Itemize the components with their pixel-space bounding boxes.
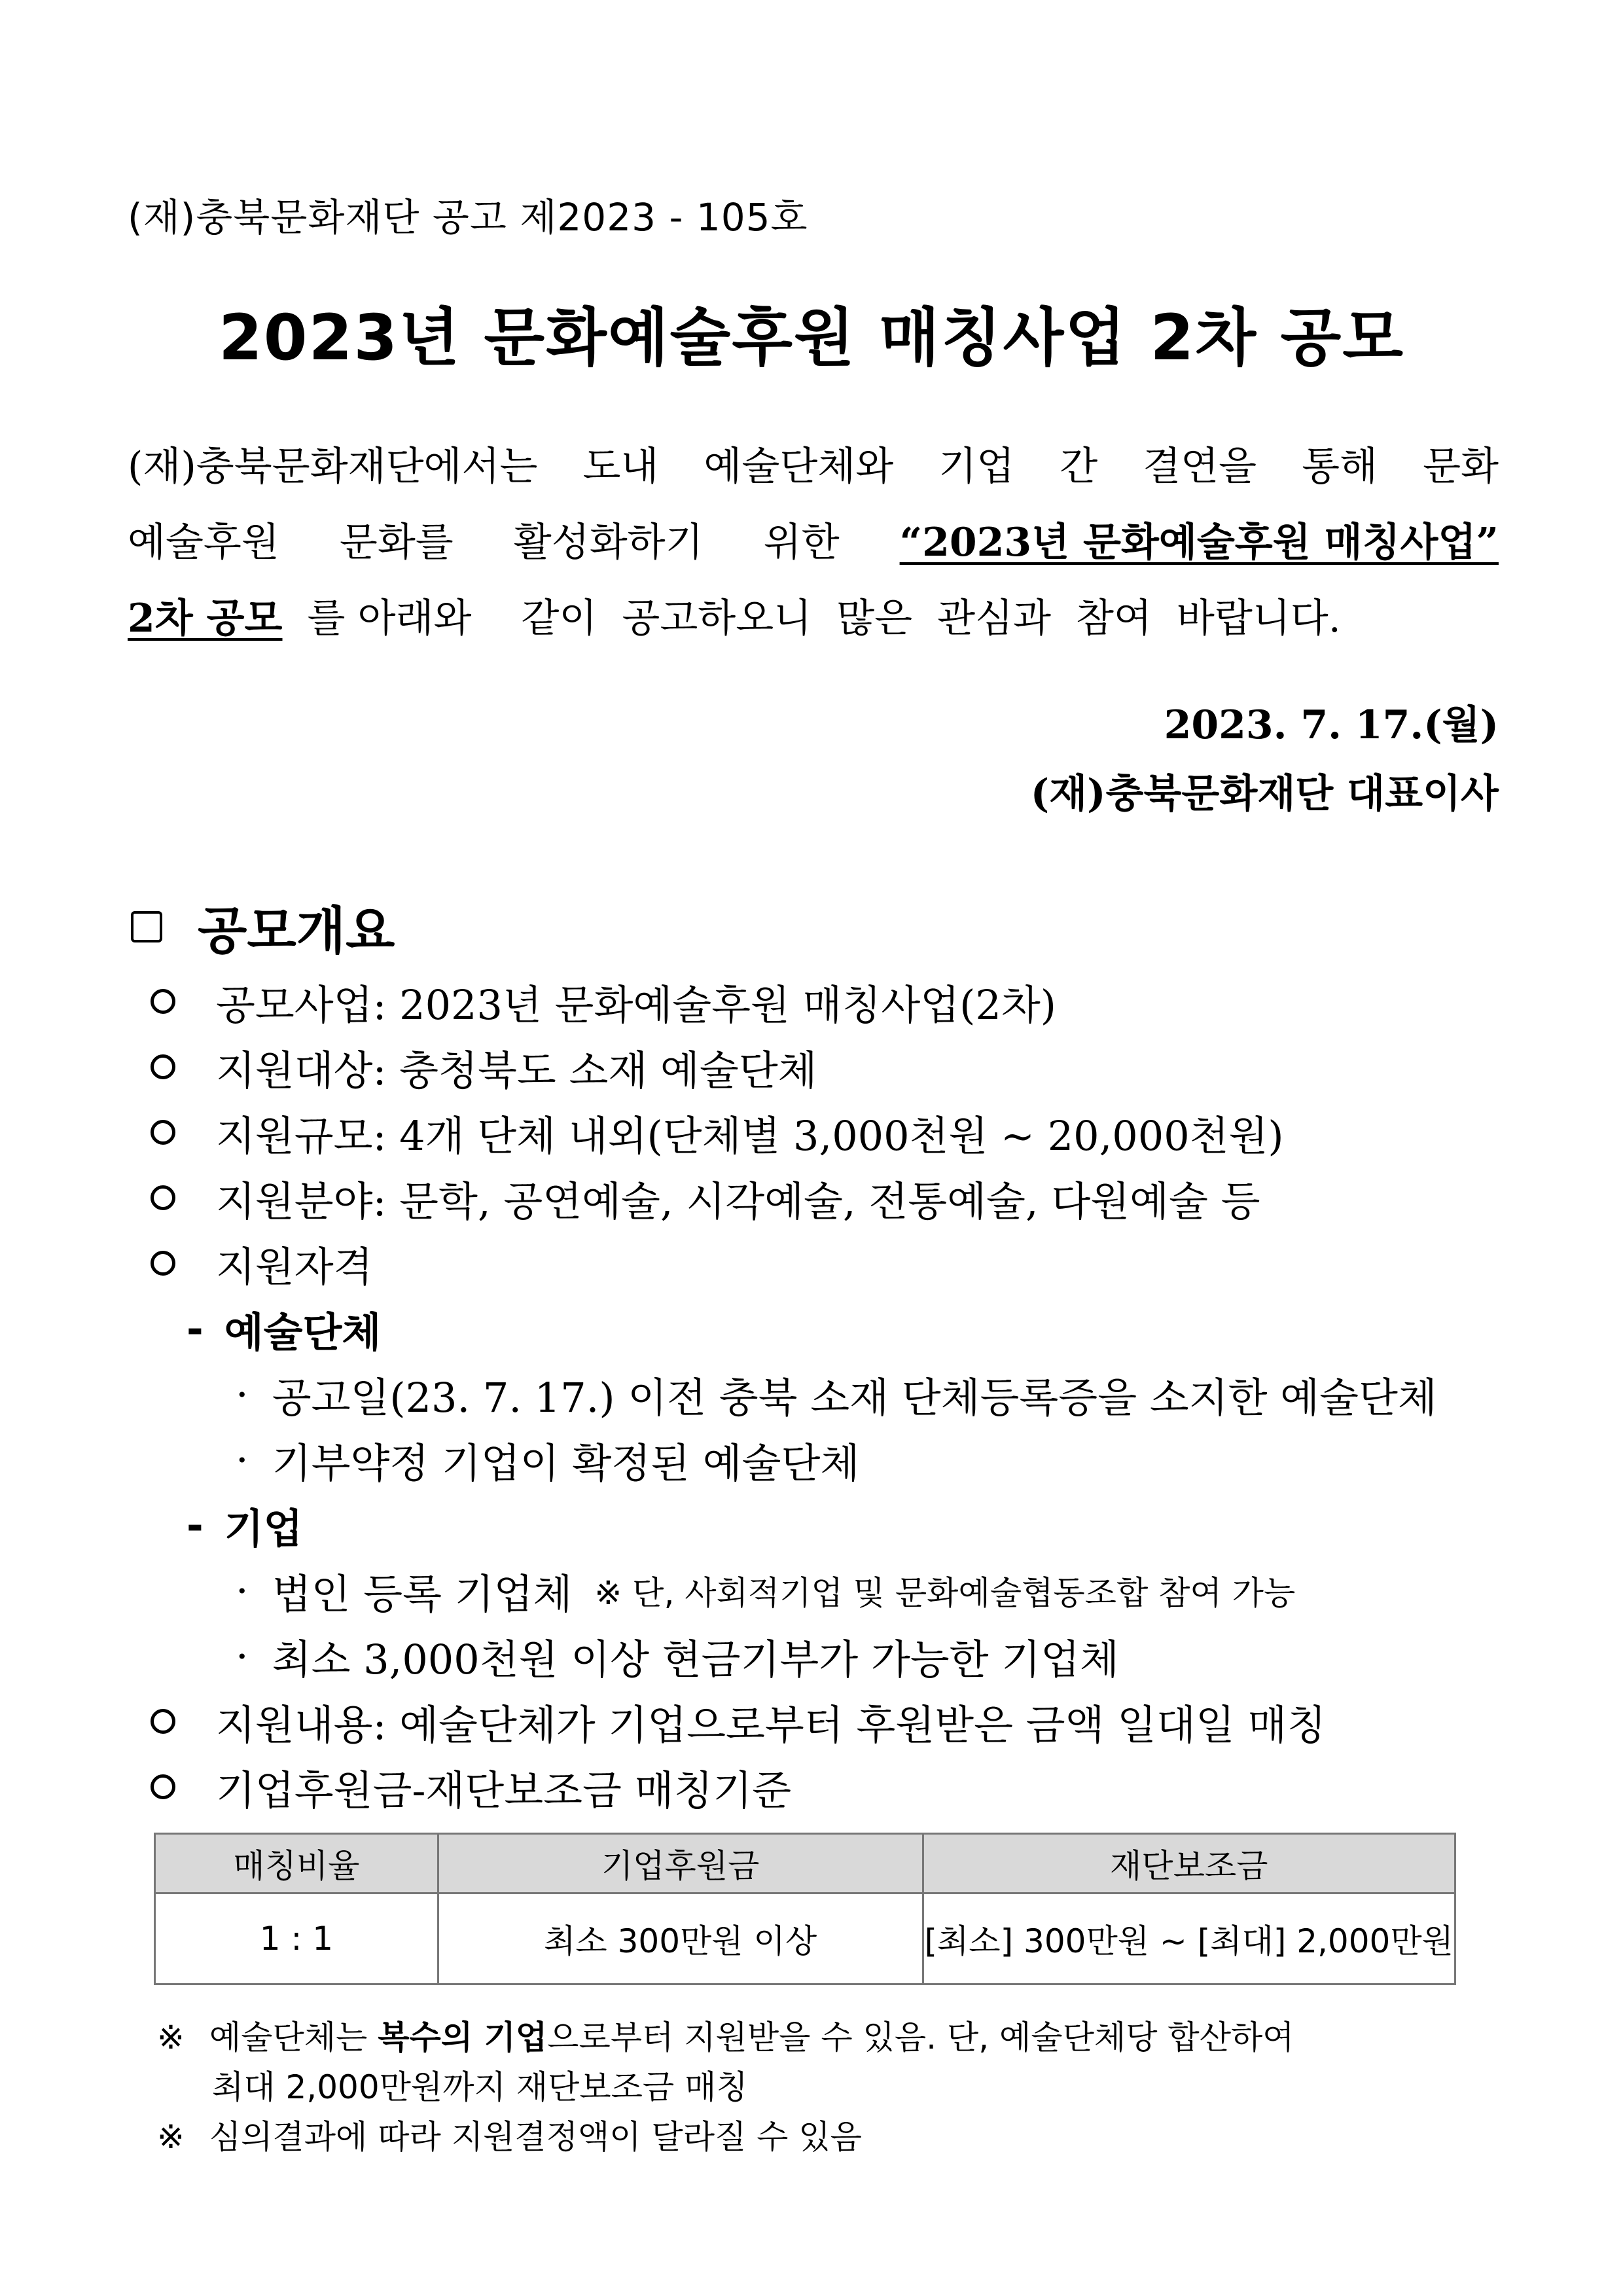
footnote-1 [157, 2013, 1294, 2062]
intro-line-2 [128, 505, 1499, 581]
footnote-1-pre: 예술단체는 [209, 2018, 378, 2056]
intro-word: 결연을 [1143, 444, 1257, 490]
company-label: 기업 [224, 1504, 303, 1552]
item-target: 지원대상: 충청북도 소재 예술단체 [216, 1046, 817, 1094]
section-heading [131, 890, 395, 963]
intro-word: 통해 [1302, 444, 1378, 490]
column-header: 재단보조금 [923, 1834, 1455, 1893]
column-header: 기업후원금 [438, 1834, 923, 1893]
circle-bullet-icon [151, 989, 175, 1014]
intro-line-3 [128, 581, 1499, 656]
footnote-1-bold: 복수의 기업 [378, 2018, 548, 2056]
circle-bullet-icon [151, 1185, 175, 1210]
intro-word: 도내 [582, 444, 659, 490]
intro-word: 활성화하기 [513, 520, 704, 565]
intro-word: 많은 [836, 596, 913, 641]
middle-dot-icon: · [236, 1370, 249, 1418]
intro-word: 예술후원 [128, 520, 279, 565]
middle-dot-icon: · [236, 1632, 249, 1680]
item-project: 공모사업: 2023년 문화예술후원 매칭사업(2차) [216, 980, 1056, 1029]
dash-bullet-icon: - [187, 1501, 204, 1549]
intro-word: 바랍니다. [1176, 596, 1341, 641]
intro-emphasis-round: 2차 공모 [128, 596, 283, 641]
list-item [151, 1623, 1512, 1689]
intro-word: (재)충북문화재단에서는 [128, 444, 538, 490]
intro-word: 예술단체와 [704, 444, 894, 490]
intro-word: 위한 [763, 520, 840, 565]
intro-word: 같이 [521, 596, 597, 641]
footnote-2-text: 심의결과에 따라 지원결정액이 달라질 수 있음 [209, 2118, 862, 2156]
intro-word: 기업 [938, 444, 1015, 490]
column-header: 매칭비율 [155, 1834, 438, 1893]
circle-bullet-icon [151, 1774, 175, 1799]
page-title: 2023년 문화예술후원 매칭사업 2차 공모 [219, 301, 1404, 374]
footnote-2 [157, 2112, 1294, 2162]
company-requirement-1-note: ※ 단, 사회적기업 및 문화예술협동조합 참여 가능 [594, 1574, 1296, 1612]
matching-criteria-table [154, 1833, 1456, 1985]
circle-bullet-icon [151, 1251, 175, 1276]
list-item [151, 1100, 1512, 1165]
intro-word: 문화를 [339, 520, 454, 565]
reference-mark-icon: ※ [157, 2118, 185, 2156]
reference-mark-icon: ※ [157, 2018, 185, 2056]
list-item [151, 1165, 1512, 1230]
intro-line-3-start [128, 581, 496, 656]
item-qualification: 지원자격 [216, 1242, 373, 1291]
item-criteria: 기업후원금-재단보조금 매칭기준 [216, 1766, 792, 1814]
art-group-requirement-2: 기부약정 기업이 확정된 예술단체 [272, 1439, 860, 1487]
signer: (재)충북문화재단 대표이사 [1030, 771, 1499, 817]
intro-word: 를 아래와 [307, 596, 472, 641]
sub-heading-art-group [151, 1296, 1512, 1361]
circle-bullet-icon [151, 1120, 175, 1145]
table-cell: [최소] 300만원 ~ [최대] 2,000만원 [923, 1893, 1455, 1984]
list-item [151, 969, 1512, 1034]
circle-bullet-icon [151, 1054, 175, 1079]
list-item [151, 1230, 1512, 1296]
intro-word: 공고하오니 [622, 596, 812, 641]
list-item [151, 1558, 1512, 1623]
list-item [151, 1427, 1512, 1492]
list-item [151, 1689, 1512, 1754]
list-item [151, 1754, 1512, 1820]
item-field: 지원분야: 문학, 공연예술, 시각예술, 전통예술, 다원예술 등 [216, 1177, 1260, 1225]
intro-word: 문화 [1423, 444, 1499, 490]
table-row [155, 1893, 1455, 1984]
dash-bullet-icon: - [187, 1304, 204, 1353]
table-header-row [155, 1834, 1455, 1893]
intro-paragraph [128, 429, 1499, 656]
list-item [151, 1361, 1512, 1427]
item-content: 지원내용: 예술단체가 기업으로부터 후원받은 금액 일대일 매칭 [216, 1700, 1327, 1749]
art-group-label: 예술단체 [224, 1308, 382, 1356]
section-title: 공모개요 [198, 902, 395, 961]
overview-list [151, 969, 1512, 1820]
intro-emphasis-project: “2023년 문화예술후원 매칭사업” [899, 520, 1499, 565]
table-cell: 최소 300만원 이상 [438, 1893, 923, 1984]
intro-word: 관심과 [937, 596, 1051, 641]
table-cell: 1 : 1 [155, 1893, 438, 1984]
item-scale: 지원규모: 4개 단체 내외(단체별 3,000천원 ~ 20,000천원) [216, 1111, 1284, 1160]
middle-dot-icon: · [236, 1566, 249, 1615]
square-bullet-icon [131, 911, 162, 942]
footnote-1-post: 으로부터 지원받을 수 있음. 단, 예술단체당 합산하여 [547, 2018, 1294, 2056]
notice-date: 2023. 7. 17.(월) [1164, 702, 1499, 748]
intro-word: 간 [1060, 444, 1098, 490]
intro-word: 참여 [1076, 596, 1152, 641]
sub-heading-company [151, 1492, 1512, 1558]
intro-line-1 [128, 429, 1499, 505]
art-group-requirement-1: 공고일(23. 7. 17.) 이전 충북 소재 단체등록증을 소지한 예술단체 [272, 1373, 1437, 1422]
footnotes [157, 2013, 1294, 2162]
company-requirement-2: 최소 3,000천원 이상 현금기부가 가능한 기업체 [272, 1635, 1119, 1683]
notice-number: (재)충북문화재단 공고 제2023 - 105호 [128, 195, 808, 240]
circle-bullet-icon [151, 1709, 175, 1734]
company-requirement-1: 법인 등록 기업체 [272, 1570, 573, 1618]
footnote-1-line-2: 최대 2,000만원까지 재단보조금 매칭 [212, 2068, 748, 2106]
middle-dot-icon: · [236, 1435, 249, 1484]
list-item [151, 1034, 1512, 1100]
